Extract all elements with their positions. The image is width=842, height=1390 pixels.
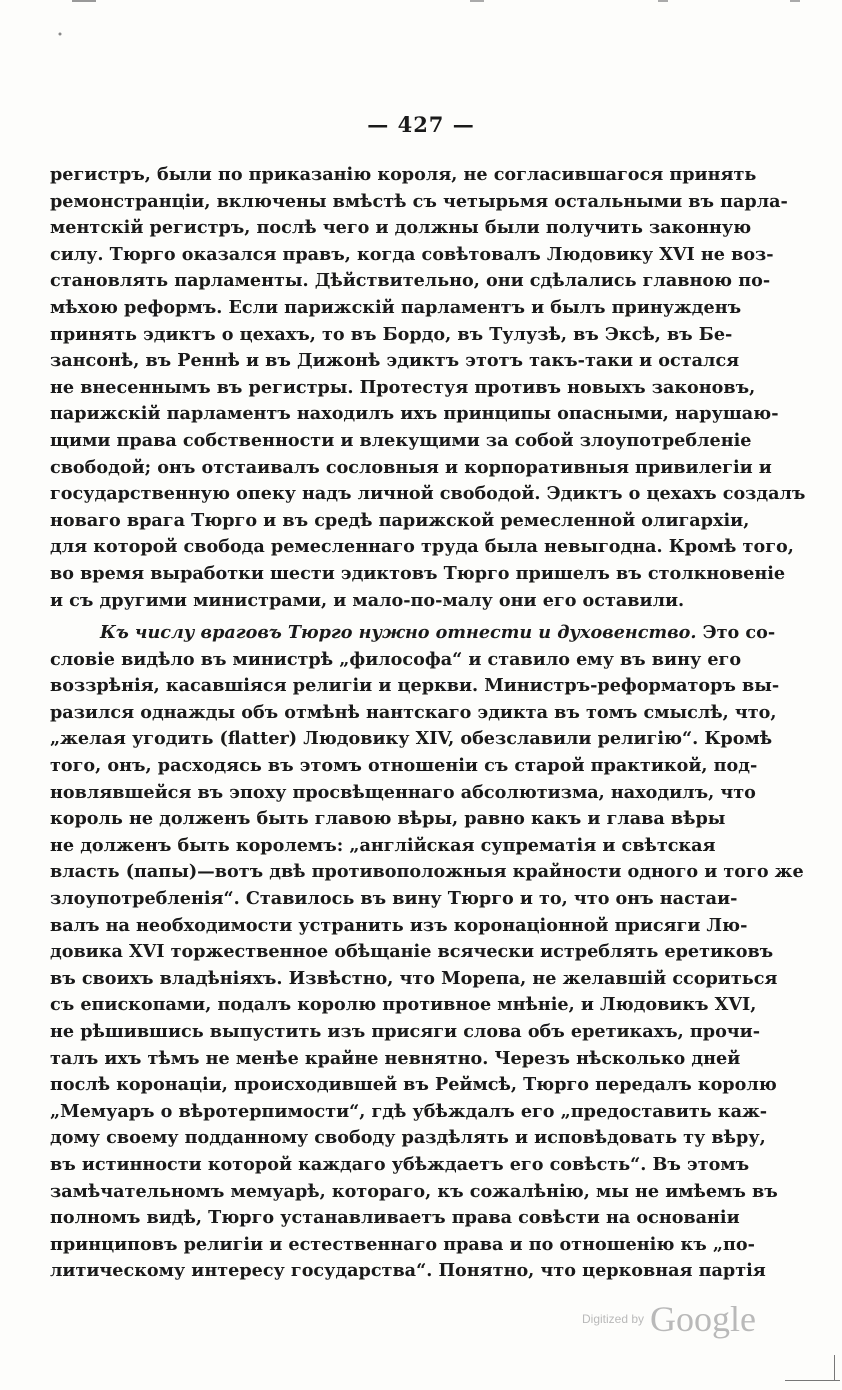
italic-lead: Къ числу враговъ Тюрго нужно отнести и духовенство. bbox=[100, 622, 697, 644]
text-line: не внесеннымъ въ регистры. Протестуя противъ новыхъ законовъ, bbox=[50, 376, 756, 398]
text-line: не долженъ быть королемъ: „англійская супрематія и свѣтская bbox=[50, 834, 716, 856]
text-line: свободой; онъ отстаивалъ сословныя и корпоративныя привилегіи и bbox=[50, 456, 772, 478]
text-line: дому своему подданному свободу раздѣлять и исповѣдовать ту вѣру, bbox=[50, 1127, 766, 1149]
text-line: не рѣшившись выпустить изъ присяги слова объ еретикахъ, прочи- bbox=[50, 1021, 761, 1042]
text-line: мѣхою реформъ. Если парижскій парламентъ и былъ принужденъ bbox=[50, 296, 742, 318]
text-line: принциповъ религіи и естественнаго права и по отношенію къ „по- bbox=[50, 1233, 755, 1255]
text-line: литическому интересу государства“. Понятно, что церковная партія bbox=[50, 1260, 766, 1282]
text-line: валъ на необходимости устранить изъ коронаціонной присяги Лю- bbox=[50, 914, 748, 936]
watermark-small-text: Digitized by bbox=[582, 1312, 645, 1326]
text-line: зансонѣ, въ Реннѣ и въ Дижонѣ эдиктъ этотъ такъ-таки и остался bbox=[50, 350, 740, 372]
paragraph-1 bbox=[50, 162, 806, 614]
text-line: въ истинности которой каждаго убѣждаетъ его совѣсть“. Въ этомъ bbox=[50, 1153, 750, 1175]
paragraph-2 bbox=[50, 620, 804, 1285]
scan-corner-mark bbox=[785, 1380, 840, 1381]
scan-corner-mark-vertical bbox=[834, 1355, 835, 1381]
text-line: того, онъ, расходясь въ этомъ отношеніи съ старой практикой, под- bbox=[50, 755, 758, 777]
text-line: ремонстранціи, включены вмѣстѣ съ четырьмя остальными въ парла- bbox=[50, 190, 788, 212]
text-line: щими права собственности и влекущими за собой злоупотребленіе bbox=[50, 429, 752, 451]
text-line: парижскій парламентъ находилъ ихъ принципы опасными, нарушаю- bbox=[50, 403, 779, 425]
text-line: государственную опеку надъ личной свободой. Эдиктъ о цехахъ создалъ bbox=[50, 483, 806, 505]
first-line-rest: Это со- bbox=[696, 622, 776, 644]
text-line: власть (папы)—вотъ двѣ противоположныя крайности одного и того же bbox=[50, 861, 804, 883]
text-line: полномъ видѣ, Тюрго устанавливаетъ права совѣсти на основаніи bbox=[50, 1207, 740, 1229]
body-text bbox=[50, 162, 806, 1285]
text-line: новаго врага Тюрго и въ средѣ парижской ремесленной олигархіи, bbox=[50, 509, 750, 531]
top-edge-marks bbox=[0, 0, 842, 40]
text-line: ментскій регистръ, послѣ чего и должны были получить законную bbox=[50, 217, 752, 239]
text-line: замѣчательномъ мемуарѣ, котораго, къ сожалѣнію, мы не имѣемъ въ bbox=[50, 1180, 778, 1202]
text-line: талъ ихъ тѣмъ не менѣе крайне невнятно. Черезъ нѣсколько дней bbox=[50, 1047, 741, 1069]
text-line: во время выработки шести эдиктовъ Тюрго пришелъ въ столкновеніе bbox=[50, 562, 786, 584]
text-line: король не долженъ быть главою вѣры, равно какъ и глава вѣры bbox=[50, 808, 726, 830]
text-line: силу. Тюрго оказался правъ, когда совѣтовалъ Людовику XVI не воз- bbox=[50, 243, 774, 265]
text-line: и съ другими министрами, и мало-по-малу они его оставили. bbox=[50, 589, 685, 611]
text-line: „Мемуаръ о вѣротерпимости“, гдѣ убѣждалъ его „предоставить каж- bbox=[50, 1100, 768, 1122]
text-line bbox=[50, 620, 776, 647]
text-line: послѣ коронаціи, происходившей въ Реймсѣ, Тюрго передалъ королю bbox=[50, 1074, 777, 1096]
scan-specks-icon bbox=[0, 0, 842, 40]
text-line: довика XVI торжественное обѣщаніе всячески истреблять еретиковъ bbox=[50, 941, 774, 963]
text-line: съ епископами, подалъ королю противное мнѣніе, и Людовикъ XVI, bbox=[50, 994, 757, 1016]
text-line: становлять парламенты. Дѣйствительно, они сдѣлались главною по- bbox=[50, 270, 771, 292]
text-line: регистръ, были по приказанію короля, не согласившагося принять bbox=[50, 164, 757, 185]
text-line: словіе видѣло въ министрѣ „философа“ и ставило ему въ вину его bbox=[50, 648, 742, 670]
text-line: злоупотребленія“. Ставилось въ вину Тюрго и то, что онъ настаи- bbox=[50, 888, 738, 910]
watermark-google-logo: Google bbox=[650, 1299, 757, 1339]
text-line: новлявшейся въ эпоху просвѣщеннаго абсолютизма, находилъ, что bbox=[50, 781, 756, 803]
google-watermark bbox=[582, 1298, 756, 1340]
text-line: „желая угодить (flatter) Людовику XIV, обезславили религію“. Кромѣ bbox=[50, 728, 773, 750]
text-line: въ своихъ владѣніяхъ. Извѣстно, что Морепа, не желавшій ссориться bbox=[50, 967, 778, 989]
text-line: разился однажды объ отмѣнѣ нантскаго эдикта въ томъ смыслѣ, что, bbox=[50, 701, 777, 723]
text-line: принять эдиктъ о цехахъ, то въ Бордо, въ Тулузѣ, въ Эксѣ, въ Бе- bbox=[50, 323, 733, 345]
text-line: воззрѣнія, касавшіяся религіи и церкви. Министръ-реформаторъ вы- bbox=[50, 675, 780, 697]
page-number: — 427 — bbox=[367, 112, 475, 137]
text-line: для которой свобода ремесленнаго труда была невыгодна. Кромѣ того, bbox=[50, 536, 794, 558]
